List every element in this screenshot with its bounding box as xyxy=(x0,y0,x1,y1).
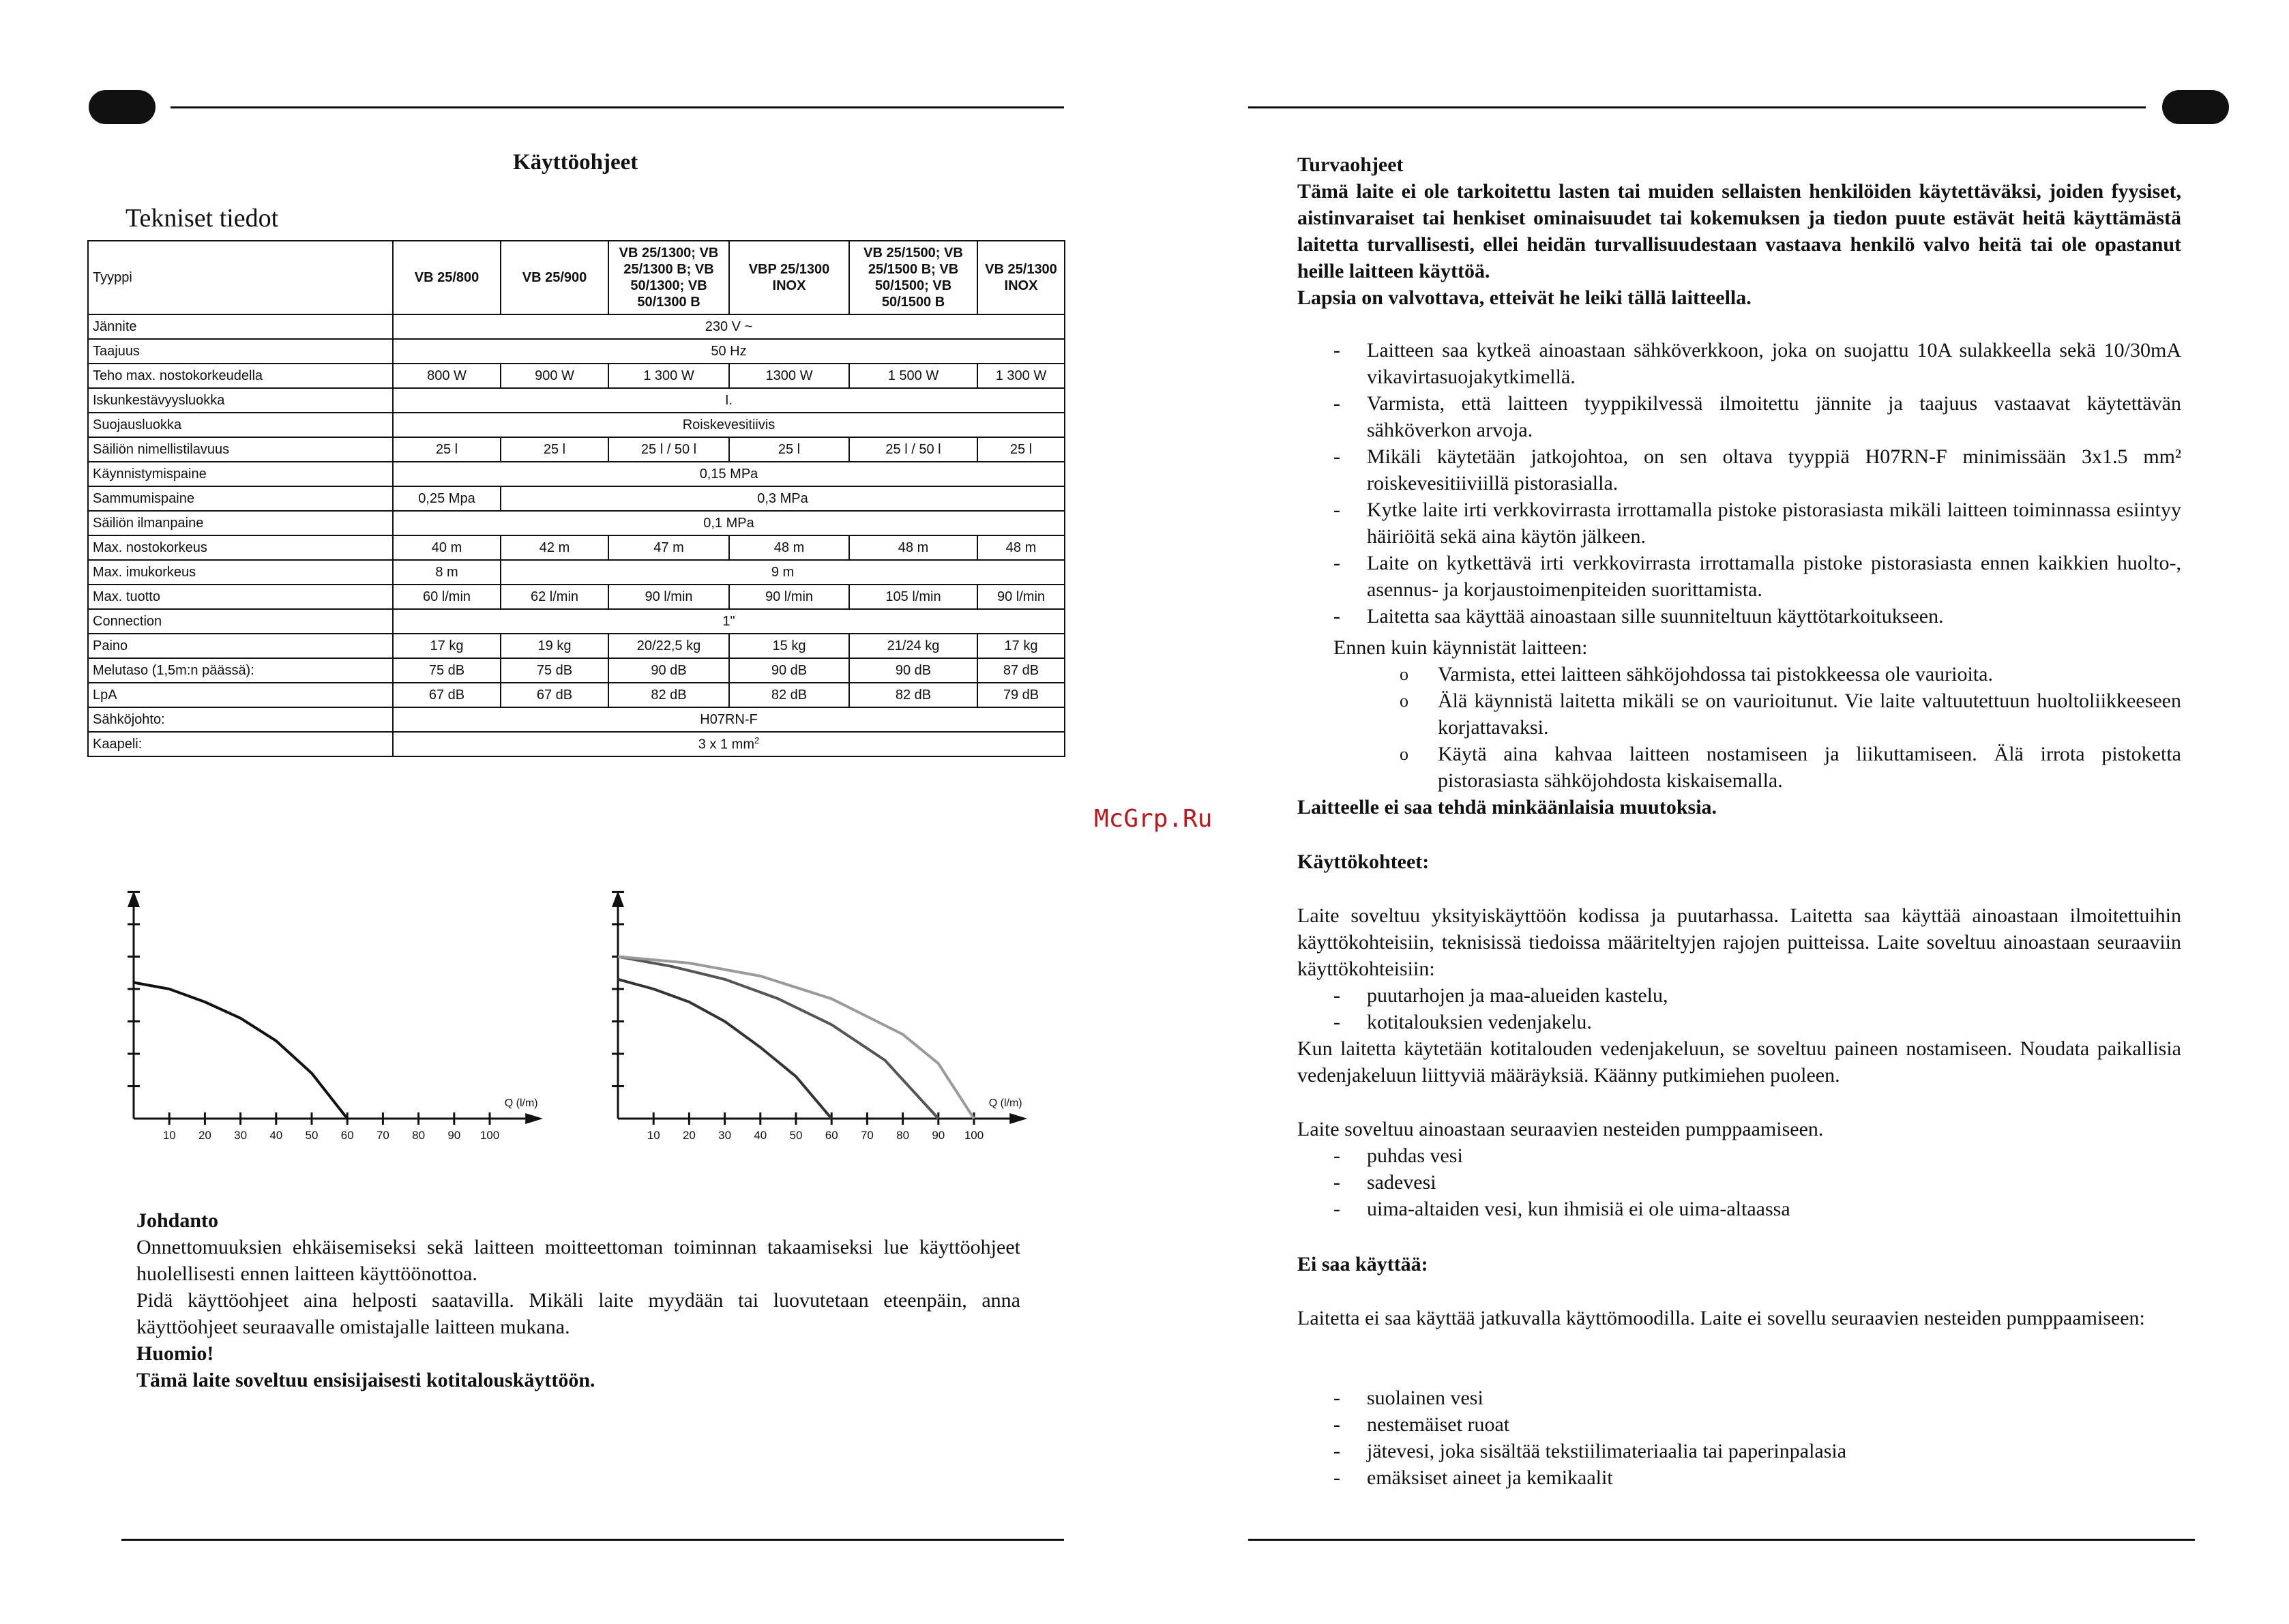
row-label: Teho max. nostokorkeudella xyxy=(88,364,393,388)
circle-bullet: o xyxy=(1400,691,1408,711)
table-cell: 90 l/min xyxy=(977,585,1065,609)
table-cell: 75 dB xyxy=(501,658,608,683)
dash-bullet: - xyxy=(1333,1466,1340,1489)
header-rule-left xyxy=(171,106,1064,108)
table-row xyxy=(88,560,1065,585)
y-axis-arrow xyxy=(612,891,624,907)
safety-item: Laite on kytkettävä irti verkkovirrasta irrottamalla pistoke pistorasiasta ennen kaikkien huolto-, asennus- ja korjaustoimenpiteiden suorittamista. xyxy=(1367,552,2181,601)
intro-para-2: Pidä käyttöohjeet aina helposti saatavilla. Mikäli laite myydään tai luovutetaan eteenpäin, anna käyttöohjeet seuraavalle omistajalle laitteen mukana. xyxy=(136,1289,1020,1338)
table-cell: 67 dB xyxy=(501,683,608,707)
table-cell: 17 kg xyxy=(393,634,501,658)
dash-bullet: - xyxy=(1333,1413,1340,1436)
table-cell: 0,25 Mpa xyxy=(393,486,501,511)
table-row xyxy=(88,413,1065,437)
dash-bullet: - xyxy=(1333,339,1340,361)
use-title: Käyttökohteet: xyxy=(1297,851,1430,873)
model-header: VB 25/800 xyxy=(393,241,501,314)
type-header: Tyyppi xyxy=(88,241,393,314)
row-label: Säiliön ilmanpaine xyxy=(88,511,393,535)
dash-bullet: - xyxy=(1333,392,1340,415)
x-tick-label: 10 xyxy=(162,1129,176,1142)
not-use-item: suolainen vesi xyxy=(1367,1387,1483,1409)
liquid-item: sadevesi xyxy=(1367,1171,1436,1194)
x-axis-label: Q (l/m) xyxy=(988,1097,1022,1109)
table-cell: 25 l / 50 l xyxy=(849,437,977,462)
x-axis-arrow xyxy=(525,1113,543,1124)
table-cell-span: 50 Hz xyxy=(393,339,1065,364)
table-cell: 90 dB xyxy=(608,658,729,683)
x-tick-label: 70 xyxy=(860,1129,874,1142)
table-row xyxy=(88,683,1065,707)
tech-title: Tekniset tiedot xyxy=(125,204,279,233)
use-text-2: Kun laitetta käytetään kotitalouden vedenjakeluun, se soveltuu paineen nostamiseen. Noudata paikallisia vedenjakeluun liittyviä määräyksiä. Käänny putkimiehen puoleen. xyxy=(1297,1037,2181,1087)
model-header: VBP 25/1300 INOX xyxy=(729,241,849,314)
table-cell: 25 l / 50 l xyxy=(608,437,729,462)
table-cell: 90 l/min xyxy=(729,585,849,609)
table-cell: 1 300 W xyxy=(977,364,1065,388)
dash-bullet: - xyxy=(1333,1011,1340,1033)
dash-bullet: - xyxy=(1333,1387,1340,1409)
pump-curve-chart-2 xyxy=(600,880,1037,1153)
dash-bullet: - xyxy=(1333,445,1340,468)
dash-bullet: - xyxy=(1333,984,1340,1007)
table-cell: 82 dB xyxy=(729,683,849,707)
table-row xyxy=(88,609,1065,634)
not-use-item: jätevesi, joka sisältää tekstiilimateriaalia tai paperinpalasia xyxy=(1367,1440,1847,1462)
table-cell: 8 m xyxy=(393,560,501,585)
x-tick-label: 80 xyxy=(896,1129,910,1142)
row-label: Connection xyxy=(88,609,393,634)
table-cell: 800 W xyxy=(393,364,501,388)
table-cell-span: 3 x 1 $mm^2$ xyxy=(393,732,1065,756)
circle-bullet: o xyxy=(1400,664,1408,684)
table-cell: 20/22,5 kg xyxy=(608,634,729,658)
table-row xyxy=(88,339,1065,364)
table-cell-span: 0,1 MPa xyxy=(393,511,1065,535)
table-row xyxy=(88,388,1065,413)
x-tick-label: 90 xyxy=(447,1129,461,1142)
before-item: Varmista, ettei laitteen sähköjohdossa tai pistokkeessa ole vaurioita. xyxy=(1438,663,1993,685)
row-label: Sammumispaine xyxy=(88,486,393,511)
dash-bullet: - xyxy=(1333,1145,1340,1167)
dash-bullet: - xyxy=(1333,499,1340,521)
model-header: VB 25/1300 INOX xyxy=(977,241,1065,314)
table-row xyxy=(88,437,1065,462)
x-tick-label: 100 xyxy=(964,1129,984,1142)
page-marker-left xyxy=(89,90,156,124)
x-tick-label: 60 xyxy=(825,1129,838,1142)
table-cell: 87 dB xyxy=(977,658,1065,683)
table-row xyxy=(88,634,1065,658)
table-row xyxy=(88,314,1065,339)
table-cell: 82 dB xyxy=(849,683,977,707)
dash-bullet: - xyxy=(1333,1440,1340,1462)
table-cell-span: H07RN-F xyxy=(393,707,1065,732)
use-item: kotitalouksien vedenjakelu. xyxy=(1367,1011,1592,1033)
x-tick-label: 100 xyxy=(479,1129,500,1142)
table-row xyxy=(88,585,1065,609)
x-tick-label: 40 xyxy=(269,1129,283,1142)
table-row xyxy=(88,462,1065,486)
table-cell: 48 m xyxy=(729,535,849,560)
before-item: Älä käynnistä laitetta mikäli se on vaurioitunut. Vie laite valtuutettuun huoltoliikkeeseen korjattavaksi. xyxy=(1438,690,2181,739)
intro-title: Johdanto xyxy=(136,1209,219,1232)
x-tick-label: 70 xyxy=(376,1129,389,1142)
x-tick-label: 50 xyxy=(789,1129,803,1142)
row-label: LpA xyxy=(88,683,393,707)
table-cell: 82 dB xyxy=(608,683,729,707)
row-label: Iskunkestävyysluokka xyxy=(88,388,393,413)
safety-title: Turvaohjeet xyxy=(1297,153,1404,176)
table-cell: 17 kg xyxy=(977,634,1065,658)
series-line-curve-100 xyxy=(618,957,974,1119)
model-header: VB 25/1300; VB 25/1300 B; VB 50/1300; VB 50/1300 B xyxy=(608,241,729,314)
not-use-item: emäksiset aineet ja kemikaalit xyxy=(1367,1466,1613,1489)
dash-bullet: - xyxy=(1333,552,1340,574)
table-cell: 21/24 kg xyxy=(849,634,977,658)
no-modify-text: Laitteelle ei saa tehdä minkäänlaisia muutoksia. xyxy=(1297,796,1717,818)
intro-para-1: Onnettomuuksien ehkäisemiseksi sekä laitteen moitteettoman toiminnan takaamiseksi lue käyttöohjeet huolellisesti ennen laitteen käyttöönottoa. xyxy=(136,1236,1020,1285)
dash-bullet: - xyxy=(1333,1198,1340,1220)
not-use-text: Laitetta ei saa käyttää jatkuvalla käyttömoodilla. Laite ei sovellu seuraavien nesteiden pumppaamiseen: xyxy=(1297,1307,2145,1329)
table-cell: 40 m xyxy=(393,535,501,560)
table-cell-span: 9 m xyxy=(501,560,1065,585)
table-cell: 79 dB xyxy=(977,683,1065,707)
before-item: Käytä aina kahvaa laitteen nostamiseen ja liikuttamiseen. Älä irrota pistoketta pistorasiasta sähköjohdosta kiskaisemalla. xyxy=(1438,743,2181,792)
safety-item: Varmista, että laitteen tyyppikilvessä ilmoitettu jännite ja taajuus vastaavat käytettävän sähköverkon arvoja. xyxy=(1367,392,2181,441)
safety-item: Laitteen saa kytkeä ainoastaan sähköverkkoon, joka on suojattu 10A sulakkeella sekä 10/30mA vikavirtasuojakytkimellä. xyxy=(1367,339,2181,388)
safety-text-2: Lapsia on valvottava, etteivät he leiki tällä laitteella. xyxy=(1297,286,1752,309)
row-label: Max. imukorkeus xyxy=(88,560,393,585)
table-row xyxy=(88,364,1065,388)
table-cell: 25 l xyxy=(501,437,608,462)
liquids-text: Laite soveltuu ainoastaan seuraavien nesteiden pumppaamiseen. xyxy=(1297,1118,1824,1140)
table-header-row xyxy=(88,241,1065,314)
row-label: Suojausluokka xyxy=(88,413,393,437)
row-label: Käynnistymispaine xyxy=(88,462,393,486)
row-label: Taajuus xyxy=(88,339,393,364)
spec-table xyxy=(87,240,1065,757)
x-tick-label: 40 xyxy=(754,1129,767,1142)
table-row xyxy=(88,535,1065,560)
model-header: VB 25/1500; VB 25/1500 B; VB 50/1500; VB 50/1500 B xyxy=(849,241,977,314)
table-cell: 1 300 W xyxy=(608,364,729,388)
table-cell: 25 l xyxy=(977,437,1065,462)
table-cell: 47 m xyxy=(608,535,729,560)
series-line-curve xyxy=(134,983,347,1119)
not-use-title: Ei saa käyttää: xyxy=(1297,1253,1428,1275)
safety-item: Mikäli käytetään jatkojohtoa, on sen oltava tyyppiä H07RN-F minimissään 3x1.5 mm² roiskevesitiiviillä pistorasialla. xyxy=(1367,445,2181,494)
note-text: Tämä laite soveltuu ensisijaisesti kotitalouskäyttöön. xyxy=(136,1369,595,1391)
use-text: Laite soveltuu yksityiskäyttöön kodissa ja puutarhassa. Laitetta saa käyttää ainoastaan ilmoitettuihin käyttökohteisiin, teknisissä tiedoissa määriteltyjen rajojen puitteissa. Laite soveltuu ainoastaan seuraaviin käyttökohteisiin: xyxy=(1297,904,2181,980)
safety-item: Kytke laite irti verkkovirrasta irrottamalla pistoke pistorasiasta mikäli laitteen toiminnassa esiintyy häiriöitä sekä aina käytön jälkeen. xyxy=(1367,499,2181,548)
model-header: VB 25/900 xyxy=(501,241,608,314)
table-cell: 900 W xyxy=(501,364,608,388)
row-label: Paino xyxy=(88,634,393,658)
table-cell: 90 l/min xyxy=(608,585,729,609)
row-label: Jännite xyxy=(88,314,393,339)
table-cell: 19 kg xyxy=(501,634,608,658)
row-label: Max. nostokorkeus xyxy=(88,535,393,560)
table-cell-span: 230 V ~ xyxy=(393,314,1065,339)
row-label: Kaapeli: xyxy=(88,732,393,756)
table-cell-span: Roiskevesitiivis xyxy=(393,413,1065,437)
dash-bullet: - xyxy=(1333,605,1340,628)
table-cell: 90 dB xyxy=(849,658,977,683)
y-axis-arrow xyxy=(128,891,140,907)
table-cell: 48 m xyxy=(977,535,1065,560)
x-tick-label: 30 xyxy=(234,1129,248,1142)
x-tick-label: 80 xyxy=(412,1129,426,1142)
safety-item: Laitetta saa käyttää ainoastaan sille suunniteltuun käyttötarkoitukseen. xyxy=(1367,605,1944,628)
series-line-curve-60 xyxy=(618,979,831,1119)
table-row xyxy=(88,511,1065,535)
x-tick-label: 30 xyxy=(718,1129,732,1142)
note-title: Huomio! xyxy=(136,1342,214,1365)
table-cell: 60 l/min xyxy=(393,585,501,609)
table-row xyxy=(88,732,1065,756)
table-row xyxy=(88,707,1065,732)
table-cell: 105 l/min xyxy=(849,585,977,609)
table-cell: 15 kg xyxy=(729,634,849,658)
use-item: puutarhojen ja maa-alueiden kastelu, xyxy=(1367,984,1668,1007)
superscript: 2 xyxy=(754,735,760,746)
table-row xyxy=(88,658,1065,683)
x-tick-label: 20 xyxy=(682,1129,696,1142)
before-start: Ennen kuin käynnistät laitteen: xyxy=(1333,636,1588,659)
table-cell: 1300 W xyxy=(729,364,849,388)
liquid-item: uima-altaiden vesi, kun ihmisiä ei ole uima-altaassa xyxy=(1367,1198,1790,1220)
table-cell-span: I. xyxy=(393,388,1065,413)
row-label: Sähköjohto: xyxy=(88,707,393,732)
table-cell: 25 l xyxy=(393,437,501,462)
liquid-item: puhdas vesi xyxy=(1367,1145,1463,1167)
row-label: Säiliön nimellistilavuus xyxy=(88,437,393,462)
footer-rule-right xyxy=(1248,1539,2195,1541)
x-tick-label: 10 xyxy=(647,1129,660,1142)
x-axis-arrow xyxy=(1009,1113,1027,1124)
table-cell: 67 dB xyxy=(393,683,501,707)
table-cell-span: 1" xyxy=(393,609,1065,634)
table-cell: 25 l xyxy=(729,437,849,462)
safety-text: Tämä laite ei ole tarkoitettu lasten tai muiden sellaisten henkilöiden käytettäväksi, joiden fyysiset, aistinvaraiset tai henkiset ominaisuudet tai kokemuksen ja tiedon puute estävät heitä käyttämästä laitetta turvallisesti, ellei heidän turvallisuudestaan vastaava henkilö valvo heitä tai ole opastanut heille laitteen käyttöä. xyxy=(1297,180,2181,282)
table-cell: 48 m xyxy=(849,535,977,560)
page-heading: Käyttöohjeet xyxy=(513,150,638,175)
table-cell: 90 dB xyxy=(729,658,849,683)
watermark: McGrp.Ru xyxy=(1094,805,1213,833)
table-cell-span: 0,3 MPa xyxy=(501,486,1065,511)
x-tick-label: 90 xyxy=(932,1129,945,1142)
x-tick-label: 60 xyxy=(340,1129,354,1142)
circle-bullet: o xyxy=(1400,744,1408,764)
table-cell: 1 500 W xyxy=(849,364,977,388)
dash-bullet: - xyxy=(1333,1171,1340,1194)
footer-rule-left xyxy=(121,1539,1064,1541)
not-use-item: nestemäiset ruoat xyxy=(1367,1413,1510,1436)
table-cell: 42 m xyxy=(501,535,608,560)
table-cell: 75 dB xyxy=(393,658,501,683)
row-label: Melutaso (1,5m:n päässä): xyxy=(88,658,393,683)
pump-curve-chart-1 xyxy=(116,880,552,1153)
x-tick-label: 20 xyxy=(198,1129,211,1142)
x-axis-label: Q (l/m) xyxy=(504,1097,538,1109)
row-label: Max. tuotto xyxy=(88,585,393,609)
header-rule-right xyxy=(1248,106,2146,108)
table-cell: 62 l/min xyxy=(501,585,608,609)
x-tick-label: 50 xyxy=(305,1129,319,1142)
table-row xyxy=(88,486,1065,511)
table-cell-span: 0,15 MPa xyxy=(393,462,1065,486)
page-marker-right xyxy=(2162,90,2229,124)
